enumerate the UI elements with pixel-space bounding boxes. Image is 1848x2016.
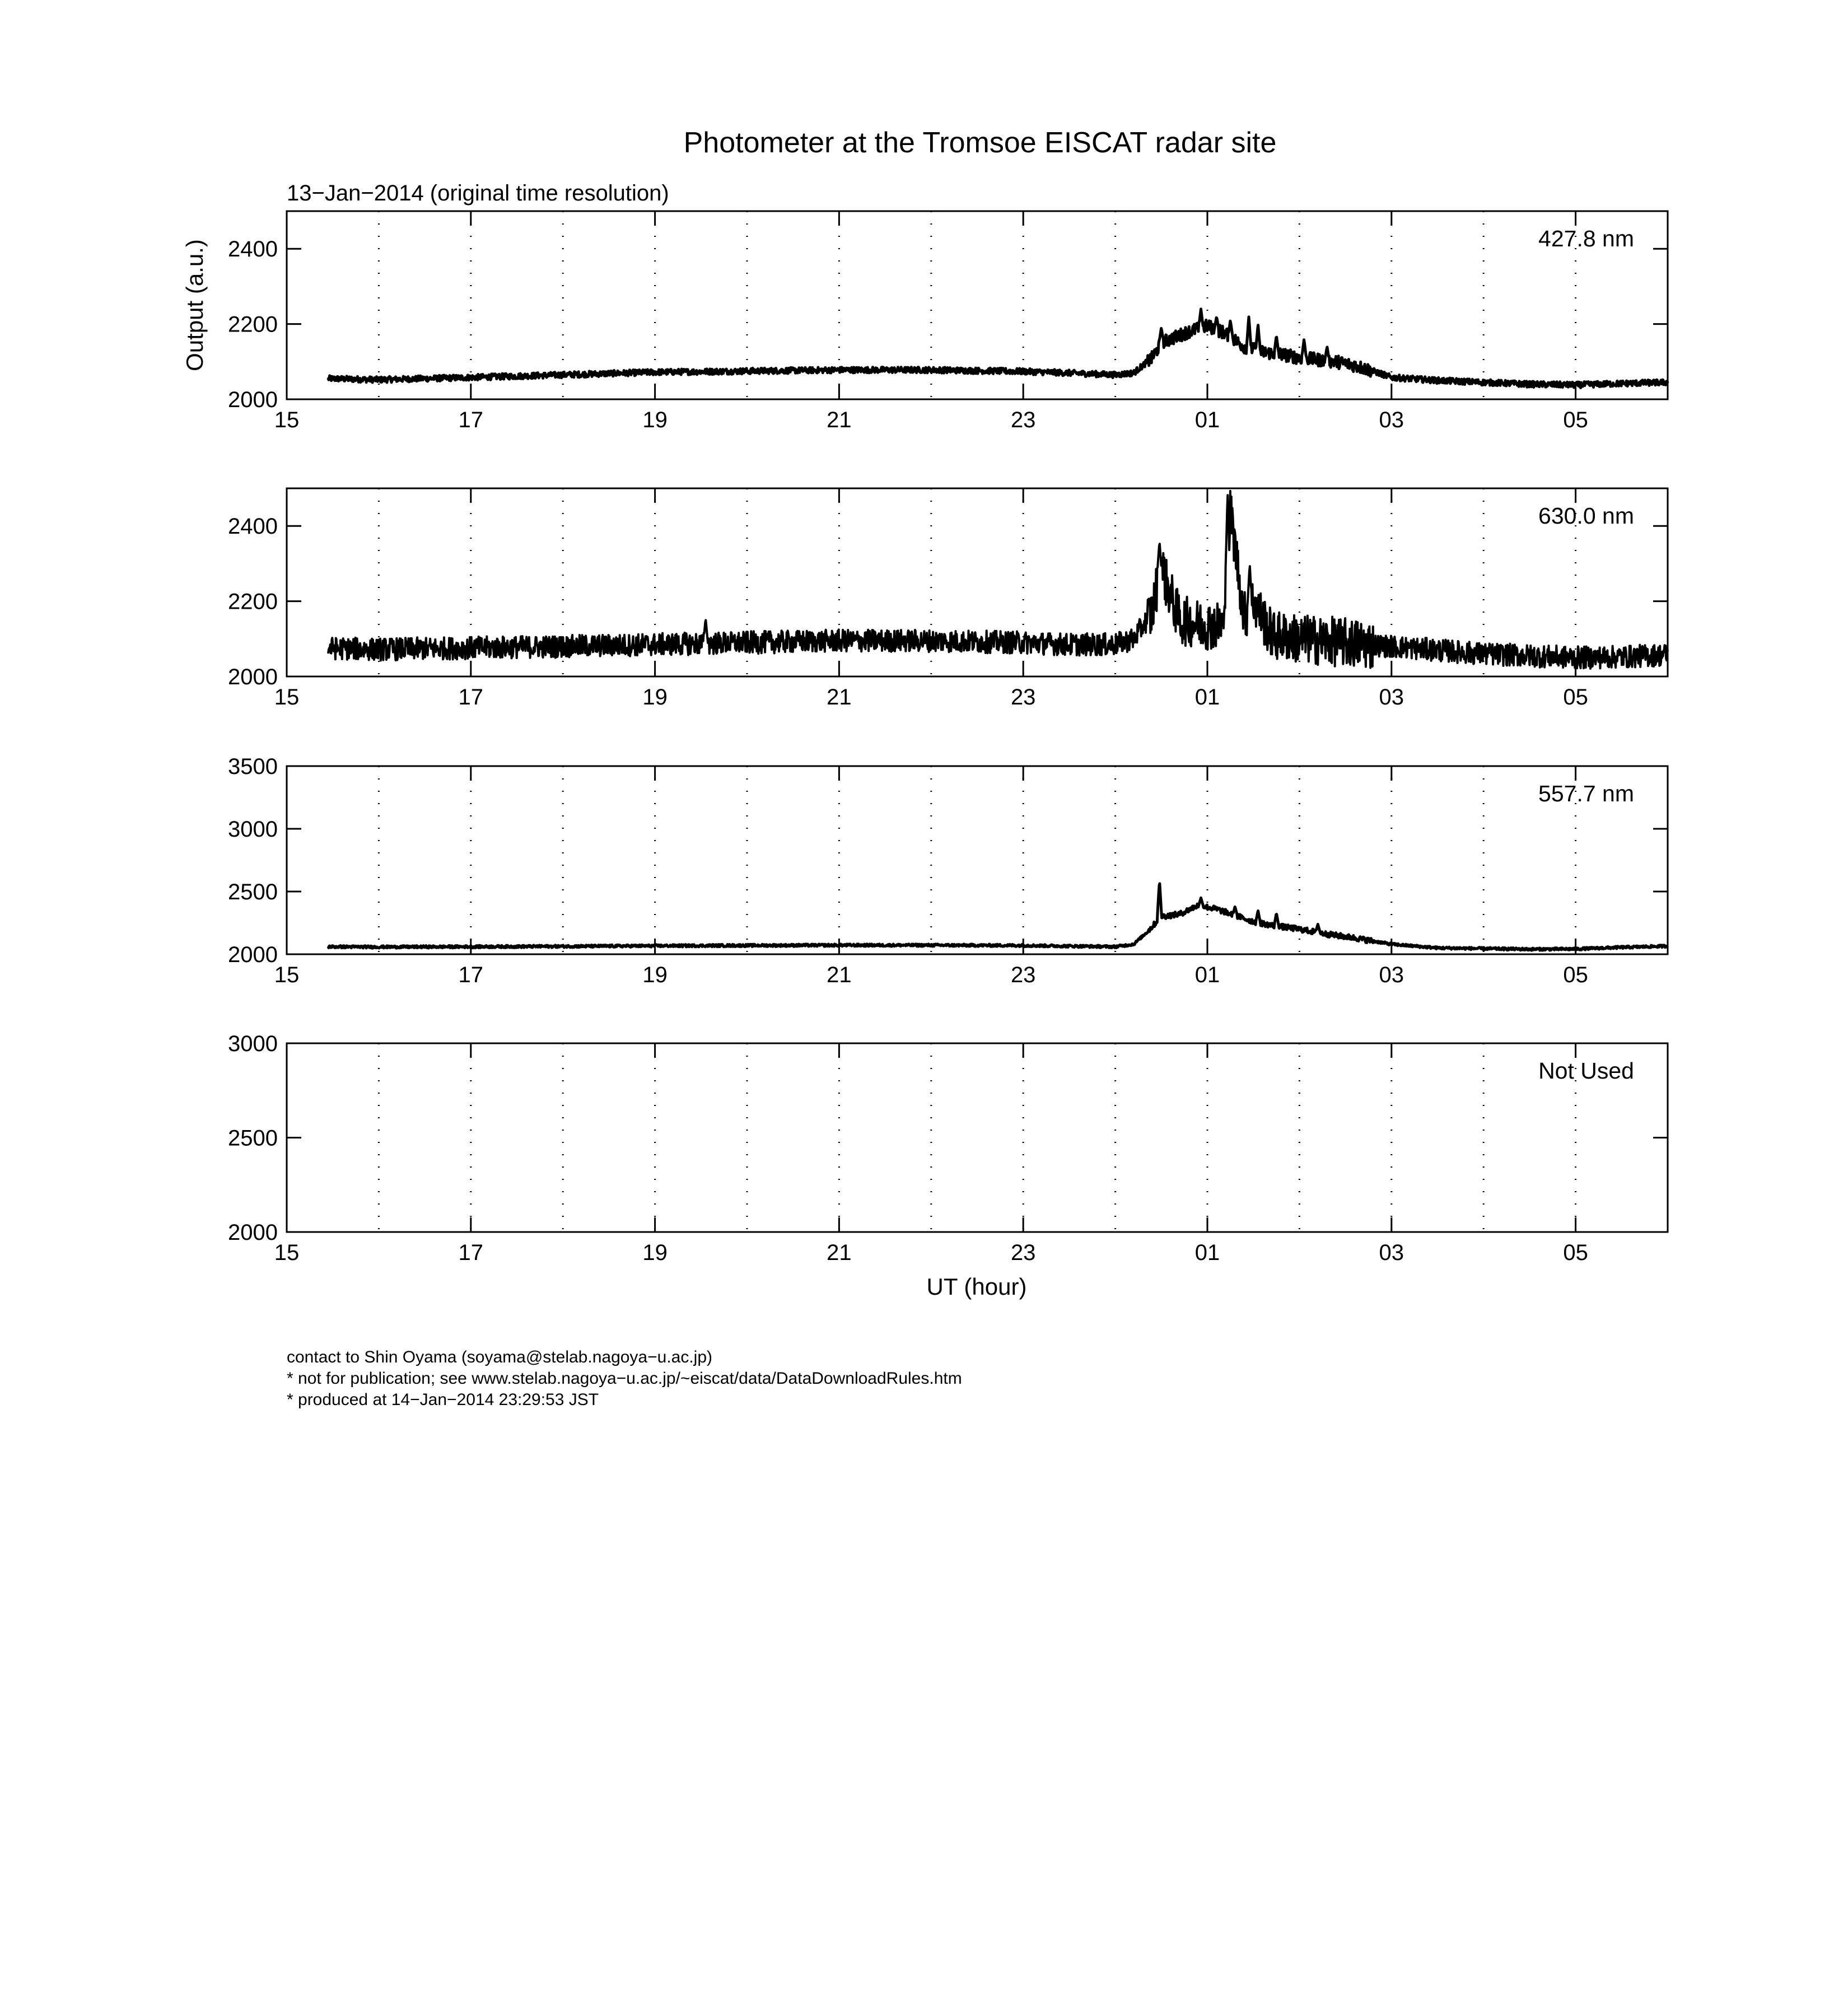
panel-frame xyxy=(287,1043,1668,1232)
footer-contact: contact to Shin Oyama (soyama@stelab.nagoya−u.ac.jp) xyxy=(287,1348,713,1366)
footer-publication-note: * not for publication; see www.stelab.nagoya−u.ac.jp/~eiscat/data/DataDownloadRules.htm xyxy=(287,1369,962,1388)
x-tick-label: 03 xyxy=(1379,1240,1404,1265)
y-tick-label: 2200 xyxy=(228,589,278,614)
y-tick-label: 2400 xyxy=(228,514,278,539)
series-label: 630.0 nm xyxy=(1538,503,1634,529)
panel-2 xyxy=(228,488,1668,710)
y-tick-label: 2200 xyxy=(228,312,278,337)
data-trace xyxy=(328,884,1668,950)
x-tick-label: 03 xyxy=(1379,963,1404,987)
x-tick-label: 17 xyxy=(458,685,484,710)
panels xyxy=(228,211,1668,1265)
x-tick-label: 23 xyxy=(1010,408,1036,432)
footer-produced-at: * produced at 14−Jan−2014 23:29:53 JST xyxy=(287,1390,599,1409)
x-tick-label: 15 xyxy=(274,685,300,710)
figure-title: Photometer at the Tromsoe EISCAT radar site xyxy=(683,127,1277,159)
y-tick-label: 2000 xyxy=(228,942,278,967)
x-tick-label: 21 xyxy=(827,685,852,710)
y-tick-label: 2400 xyxy=(228,237,278,262)
y-tick-label: 2500 xyxy=(228,1126,278,1151)
x-tick-label: 01 xyxy=(1194,963,1220,987)
y-axis-label: Output (a.u.) xyxy=(181,239,208,371)
y-tick-label: 3500 xyxy=(228,754,278,779)
x-tick-label: 19 xyxy=(642,685,668,710)
y-tick-label: 2000 xyxy=(228,665,278,689)
x-tick-label: 05 xyxy=(1563,685,1588,710)
y-tick-label: 3000 xyxy=(228,1032,278,1056)
x-tick-label: 17 xyxy=(458,1240,484,1265)
data-trace xyxy=(328,309,1668,388)
x-tick-label: 17 xyxy=(458,963,484,987)
y-tick-label: 2500 xyxy=(228,880,278,904)
x-axis-label: UT (hour) xyxy=(926,1273,1027,1300)
x-tick-label: 21 xyxy=(827,1240,852,1265)
x-tick-label: 23 xyxy=(1010,685,1036,710)
panel-3 xyxy=(228,754,1668,987)
x-tick-label: 21 xyxy=(827,963,852,987)
series-label: 557.7 nm xyxy=(1538,781,1634,806)
panel-1 xyxy=(228,211,1668,432)
x-tick-label: 15 xyxy=(274,408,300,432)
x-tick-label: 01 xyxy=(1194,1240,1220,1265)
x-tick-label: 05 xyxy=(1563,963,1588,987)
figure-subtitle: 13−Jan−2014 (original time resolution) xyxy=(287,181,669,206)
x-tick-label: 15 xyxy=(274,963,300,987)
series-label: Not Used xyxy=(1538,1058,1634,1084)
x-tick-label: 01 xyxy=(1194,408,1220,432)
x-tick-label: 19 xyxy=(642,1240,668,1265)
x-tick-label: 05 xyxy=(1563,1240,1588,1265)
x-tick-label: 05 xyxy=(1563,408,1588,432)
x-tick-label: 03 xyxy=(1379,408,1404,432)
x-tick-label: 17 xyxy=(458,408,484,432)
panel-4 xyxy=(228,1032,1668,1265)
series-label: 427.8 nm xyxy=(1538,226,1634,251)
y-tick-label: 3000 xyxy=(228,817,278,842)
panel-frame xyxy=(287,766,1668,954)
x-tick-label: 03 xyxy=(1379,685,1404,710)
x-tick-label: 19 xyxy=(642,408,668,432)
x-tick-label: 15 xyxy=(274,1240,300,1265)
x-tick-label: 23 xyxy=(1010,1240,1036,1265)
x-tick-label: 19 xyxy=(642,963,668,987)
x-tick-label: 21 xyxy=(827,408,852,432)
x-tick-label: 01 xyxy=(1194,685,1220,710)
data-trace xyxy=(328,491,1668,669)
x-tick-label: 23 xyxy=(1010,963,1036,987)
y-tick-label: 2000 xyxy=(228,388,278,412)
footer-notes xyxy=(287,1347,962,1411)
y-tick-label: 2000 xyxy=(228,1220,278,1245)
